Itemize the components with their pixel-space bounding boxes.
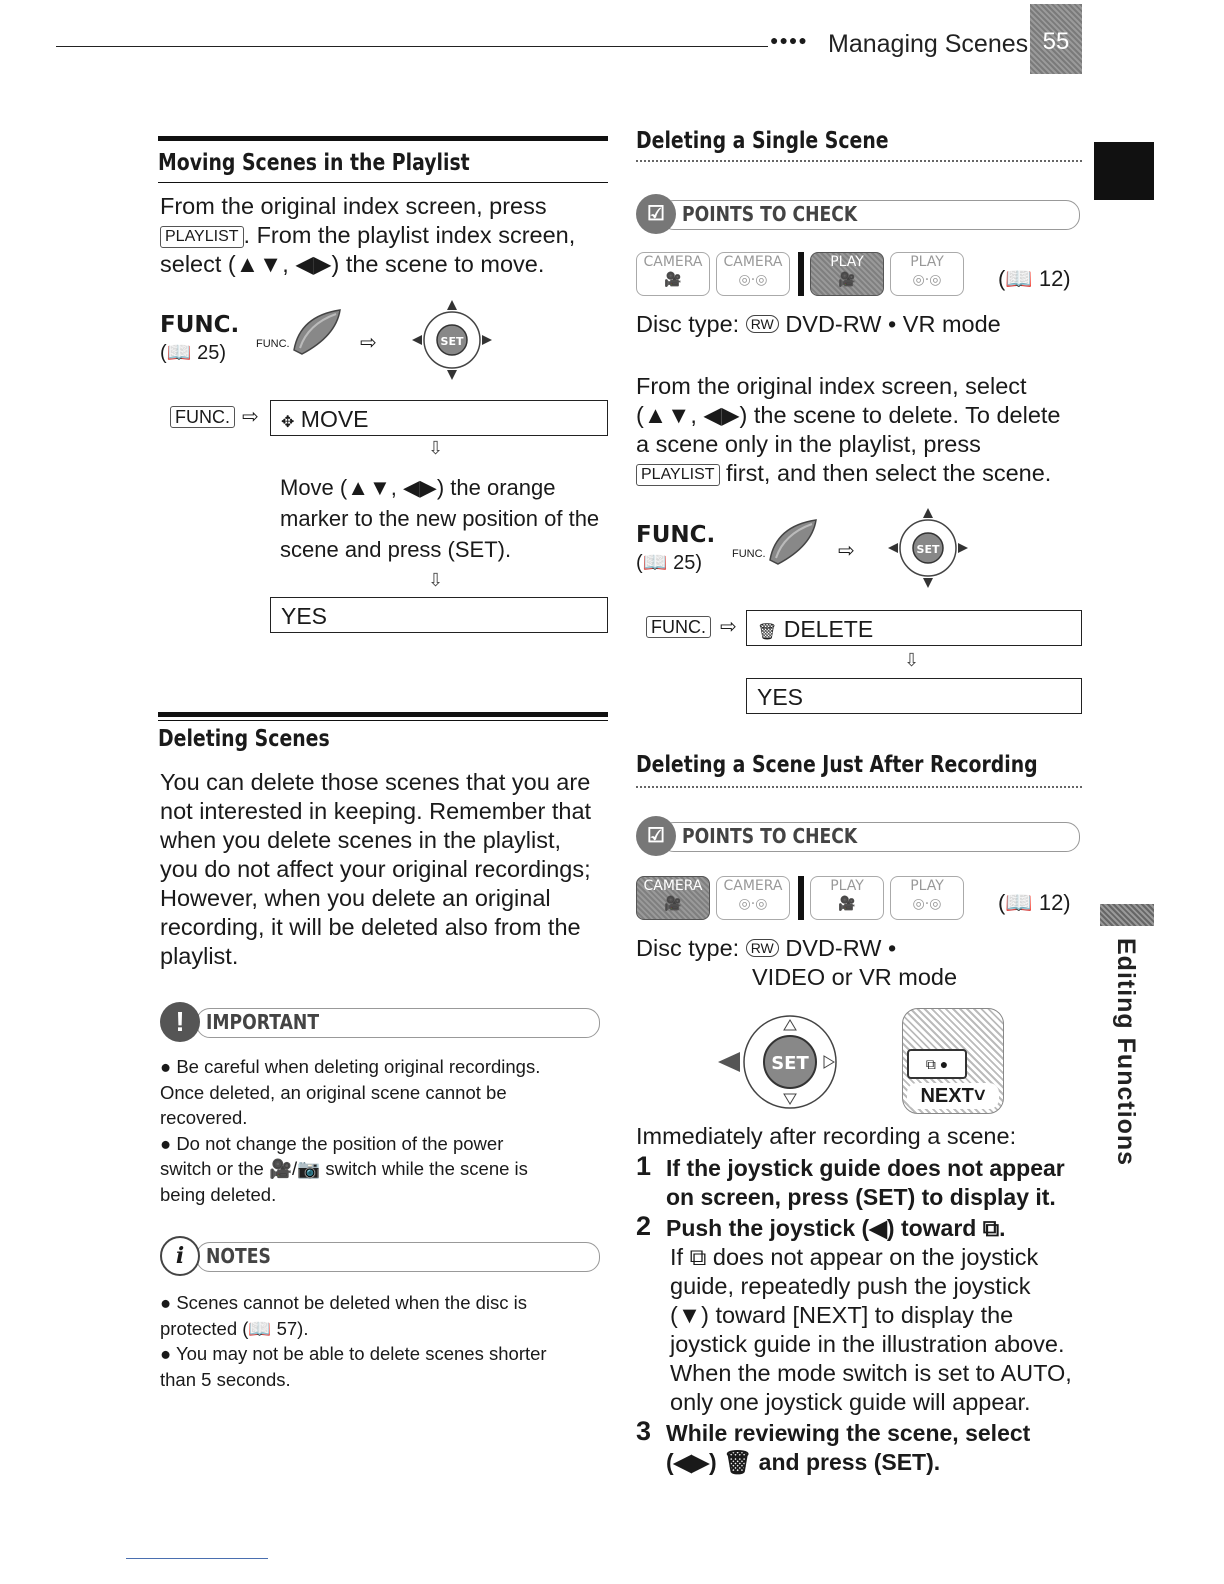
disc-icon: ◎·◎ <box>738 272 768 288</box>
moving-intro-line-2: . From the playlist index screen, <box>243 222 576 248</box>
deleting-line: you do not affect your original recordings; <box>160 856 591 882</box>
playlist-key: PLAYLIST <box>160 226 244 248</box>
mode-label: PLAY <box>830 878 864 894</box>
important-body <box>160 1054 610 1207</box>
after-intro: Immediately after recording a scene: <box>636 1123 1017 1149</box>
mode-camera-1 <box>636 252 710 296</box>
mode-play-1-active <box>810 252 884 296</box>
menu-item-yes: YES <box>746 678 1082 714</box>
mode-camera-1-active <box>636 876 710 920</box>
disc-type-label: Disc type: <box>636 311 740 337</box>
disc-rw-icon: RW <box>746 939 779 957</box>
points-to-check-label: POINTS TO CHECK <box>682 202 858 226</box>
step-2-line: When the mode switch is set to AUTO, <box>670 1360 1072 1386</box>
single-line-2: (▲▼, ◀▶) the scene to delete. To delete <box>636 402 1061 428</box>
disc-type-value: DVD-RW • VR mode <box>785 311 1001 337</box>
step-3 <box>666 1419 1086 1477</box>
arrow-icon: ⇨ <box>242 406 259 428</box>
section-title-single: Deleting a Single Scene <box>636 128 889 154</box>
move-instructions <box>280 472 610 565</box>
down-arrow-icon: ⇩ <box>428 570 444 590</box>
deleting-line: You can delete those scenes that you are <box>160 769 591 795</box>
disc-type-value-2: VIDEO or VR mode <box>752 964 958 990</box>
disc-type-label: Disc type: <box>636 935 740 961</box>
move-text-line-2: marker to the new position of the <box>280 506 600 531</box>
moving-intro-line-3: select (▲▼, ◀▶) the scene to move. <box>160 251 545 277</box>
disc-icon: ◎·◎ <box>912 896 942 912</box>
disc-type-value-1: DVD-RW • <box>785 935 897 961</box>
mode-play-2 <box>890 876 964 920</box>
down-arrow-icon: ⇩ <box>428 438 444 458</box>
move-text-line-1: Move (▲▼, ◀▶) the orange <box>280 475 556 500</box>
mode-separator <box>798 876 804 920</box>
page-title: Managing Scenes <box>828 30 1029 58</box>
footer-rule <box>126 1558 268 1559</box>
menu-item-move <box>270 400 608 436</box>
deleting-line: playlist. <box>160 943 239 969</box>
func-small-label: FUNC. <box>256 338 290 350</box>
step-3-line-b: (◀▶) 🗑 and press (SET). <box>666 1449 941 1475</box>
move-text-line-3: scene and press (SET). <box>280 537 512 562</box>
movie-icon: 🎥 <box>838 896 856 912</box>
info-icon: i <box>160 1236 200 1276</box>
disc-type <box>636 934 896 963</box>
step-2-title: Push the joystick (◀) toward ⧉. <box>666 1215 1006 1241</box>
func-button-icon <box>762 516 822 566</box>
step-3-line-a: While reviewing the scene, select <box>666 1420 1031 1446</box>
disc-type <box>636 310 1001 339</box>
section-rule-dotted <box>636 160 1082 162</box>
mode-play-1 <box>810 876 884 920</box>
func-label: FUNC. <box>160 312 240 338</box>
important-line: being deleted. <box>160 1183 277 1205</box>
section-rule <box>158 712 608 717</box>
svg-text:SET: SET <box>916 543 940 556</box>
section-rule-thin <box>158 182 608 183</box>
step-1 <box>666 1154 1086 1212</box>
checkbox-icon: ☑ <box>636 194 676 234</box>
joystick-icon <box>410 298 494 382</box>
guide-next-label: NEXT˅ <box>907 1083 999 1109</box>
joystick-illustration <box>716 1012 846 1112</box>
points-to-check-label: POINTS TO CHECK <box>682 824 858 848</box>
menu-item-delete <box>746 610 1082 646</box>
chapter-tab-label: Editing Functions <box>1112 938 1140 1167</box>
func-ref: (📖 25) <box>636 552 703 574</box>
deleting-line: However, when you delete an original <box>160 885 551 911</box>
section-rule-dotted <box>636 786 1082 788</box>
important-label: IMPORTANT <box>206 1010 320 1034</box>
joystick-icon <box>886 506 970 590</box>
review-icon: ⧉ ● <box>907 1049 967 1079</box>
section-title-after: Deleting a Scene Just After Recording <box>636 752 1038 778</box>
single-body <box>636 372 1086 488</box>
notes-line: ● You may not be able to delete scenes shorter <box>160 1343 547 1364</box>
disc-icon: ◎·◎ <box>738 896 768 912</box>
func-key: FUNC. <box>170 406 235 428</box>
mode-separator <box>798 252 804 296</box>
deleting-body <box>160 768 610 971</box>
menu-item-yes: YES <box>270 597 608 633</box>
arrow-icon: ⇨ <box>360 332 377 354</box>
moving-intro-line-1: From the original index screen, press <box>160 193 547 219</box>
mode-camera-2 <box>716 876 790 920</box>
down-arrow-icon: ⇩ <box>904 650 920 670</box>
checkbox-icon: ☑ <box>636 816 676 856</box>
notes-line: ● Scenes cannot be deleted when the disc is <box>160 1292 528 1313</box>
disc-icon: ◎·◎ <box>912 272 942 288</box>
guide-next-text: NEXT <box>920 1085 974 1107</box>
mode-label: CAMERA <box>643 254 703 270</box>
section-rule <box>158 136 608 141</box>
page-ref: (📖 12) <box>998 266 1071 291</box>
single-line-3: a scene only in the playlist, press <box>636 431 981 457</box>
notes-body <box>160 1290 610 1392</box>
single-line-1: From the original index screen, select <box>636 373 1027 399</box>
deleting-line: not interested in keeping. Remember that <box>160 798 592 824</box>
step-number: 1 <box>636 1151 652 1181</box>
arrow-icon: ⇨ <box>838 540 855 562</box>
menu-item-move-label: MOVE <box>300 406 369 432</box>
step-1-line-b: on screen, press (SET) to display it. <box>666 1184 1056 1210</box>
menu-item-delete-label: DELETE <box>783 616 874 642</box>
step-2-line: joystick guide in the illustration above. <box>670 1331 1065 1357</box>
svg-text:SET: SET <box>771 1053 809 1074</box>
joystick-guide <box>902 1008 1004 1114</box>
mode-label: CAMERA <box>723 254 783 270</box>
svg-text:SET: SET <box>440 335 464 348</box>
chapter-tab-marker <box>1094 142 1154 200</box>
arrow-icon: ⇨ <box>720 616 737 638</box>
mode-camera-2 <box>716 252 790 296</box>
moving-intro <box>160 192 610 279</box>
func-label: FUNC. <box>636 522 716 548</box>
header-rule <box>56 46 768 47</box>
move-icon: ✥ <box>281 414 295 431</box>
step-2-line: If ⧉ does not appear on the joystick <box>670 1244 1039 1270</box>
section-rule-thin <box>158 720 608 721</box>
single-line-4: first, and then select the scene. <box>726 460 1052 486</box>
deleting-line: recording, it will be deleted also from the <box>160 914 581 940</box>
mode-play-2 <box>890 252 964 296</box>
movie-icon: 🎥 <box>838 272 856 288</box>
header-dots: ●●●● <box>770 32 808 48</box>
func-button-icon <box>286 306 346 356</box>
section-title-deleting: Deleting Scenes <box>158 726 330 752</box>
func-key: FUNC. <box>646 616 711 638</box>
mode-label: CAMERA <box>643 878 703 894</box>
mode-label: PLAY <box>910 254 944 270</box>
step-number: 2 <box>636 1211 652 1241</box>
step-1-line-a: If the joystick guide does not appear <box>666 1155 1065 1181</box>
deleting-line: when you delete scenes in the playlist, <box>160 827 562 853</box>
playlist-key: PLAYLIST <box>636 464 720 486</box>
important-line: switch or the 🎥/📷 switch while the scene is <box>160 1158 528 1179</box>
step-number: 3 <box>636 1416 652 1446</box>
page-ref: (📖 12) <box>998 890 1071 915</box>
notes-label: NOTES <box>206 1244 271 1268</box>
page-number: 55 <box>1030 4 1082 74</box>
disc-rw-icon: RW <box>746 315 779 333</box>
chapter-tab-hatch <box>1100 904 1154 926</box>
step-2-line: only one joystick guide will appear. <box>670 1389 1031 1415</box>
section-title-moving: Moving Scenes in the Playlist <box>158 150 470 176</box>
important-line: recovered. <box>160 1107 248 1128</box>
warning-icon: ! <box>160 1002 200 1042</box>
delete-icon: 🗑 <box>757 624 778 641</box>
important-line: ● Do not change the position of the power <box>160 1132 504 1154</box>
mode-label: CAMERA <box>723 878 783 894</box>
mode-label: PLAY <box>910 878 944 894</box>
important-line: Once deleted, an original scene cannot be <box>160 1081 507 1103</box>
important-line: ● Be careful when deleting original recordings. <box>160 1056 541 1077</box>
notes-line: than 5 seconds. <box>160 1368 291 1390</box>
func-ref: (📖 25) <box>160 342 227 364</box>
notes-line: protected (📖 57). <box>160 1317 309 1339</box>
func-small-label: FUNC. <box>732 548 766 560</box>
step-2-line: guide, repeatedly push the joystick <box>670 1273 1031 1299</box>
step-2-line: (▼) toward [NEXT] to display the <box>670 1302 1014 1328</box>
movie-icon: 🎥 <box>664 896 682 912</box>
movie-icon: 🎥 <box>664 272 682 288</box>
step-2-body <box>670 1243 1090 1417</box>
mode-label: PLAY <box>830 254 864 270</box>
